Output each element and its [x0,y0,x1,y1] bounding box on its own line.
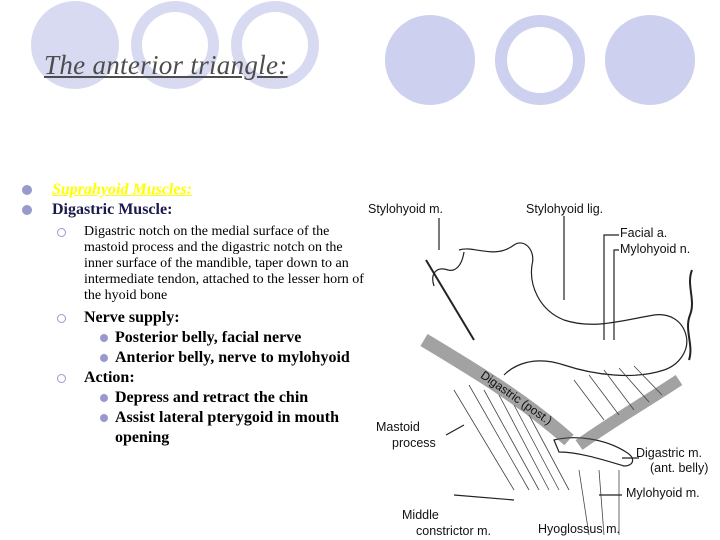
decor-circle [605,15,695,105]
anatomy-figure [364,190,720,540]
bullet-marker-icon [100,334,108,342]
nerve-subitem-text: Posterior belly, facial nerve [115,329,302,346]
ring-marker-icon [57,228,66,237]
styloid-process [426,260,474,340]
action-subitem [22,408,367,448]
bullet-marker-icon [22,205,32,215]
nerve-item [22,308,367,328]
label-mastoid-process: process [392,436,436,450]
digastric-anterior-belly [579,380,679,445]
action-subitem-text: Depress and retract the chin [115,389,309,406]
label-hyoglossus: Hyoglossus m. [538,522,620,536]
label-stylohyoid-ligament: Stylohyoid lig. [526,202,604,216]
label-anterior-belly: (ant. belly) [650,461,709,475]
nerve-subitem-text: Anterior belly, nerve to mylohyoid [115,349,350,366]
origin-text: Digastric notch on the medial surface of the mastoid process and the digastric notch on the inner surface of the mandible, taper down to an intermediate tendon, attached to the lesser horn of the hyoid bone [84,224,364,303]
ring-marker-icon [57,374,66,383]
action-subitem-text: Assist lateral pterygoid in mouth opening [115,409,339,446]
label-stylohyoid-muscle: Stylohyoid m. [368,202,444,216]
nerve-subitem [22,328,367,348]
digastric-heading: Digastric Muscle: [52,201,173,218]
ring-marker-icon [57,314,66,323]
bullet-marker-icon [100,414,108,422]
bullet-marker-icon [100,394,108,402]
bullet-suprahyoid [22,180,367,200]
facial-artery [688,270,692,360]
slide-title: The anterior triangle: [44,50,288,80]
leader-line [446,425,464,435]
bullet-marker-icon [100,354,108,362]
bullet-list [22,180,367,448]
leader-line [454,495,514,500]
nerve-subitem [22,348,367,368]
action-heading: Action: [84,369,135,386]
action-subitem [22,388,367,408]
origin-item [22,224,367,304]
bullet-digastric [22,200,367,220]
label-mastoid: Mastoid [376,420,420,434]
label-mylohyoid-muscle: Mylohyoid m. [626,486,700,500]
action-item [22,368,367,388]
leader-line [614,250,619,340]
label-mylohyoid-nerve: Mylohyoid n. [620,242,691,256]
label-digastric-posterior: Digastric (post.) [477,368,555,428]
leader-line [604,235,619,340]
label-middle-constrictor: constrictor m. [416,524,492,538]
nerve-heading: Nerve supply: [84,309,180,326]
label-facial-artery: Facial a. [620,226,668,240]
label-middle: Middle [402,508,439,522]
bullet-marker-icon [22,185,32,195]
suprahyoid-heading: Suprahyoid Muscles: [52,181,193,198]
label-digastric-muscle: Digastric m. [636,446,702,460]
decor-circle [385,15,475,105]
decor-circle-hole [507,27,573,93]
mandible-outline [459,243,687,375]
